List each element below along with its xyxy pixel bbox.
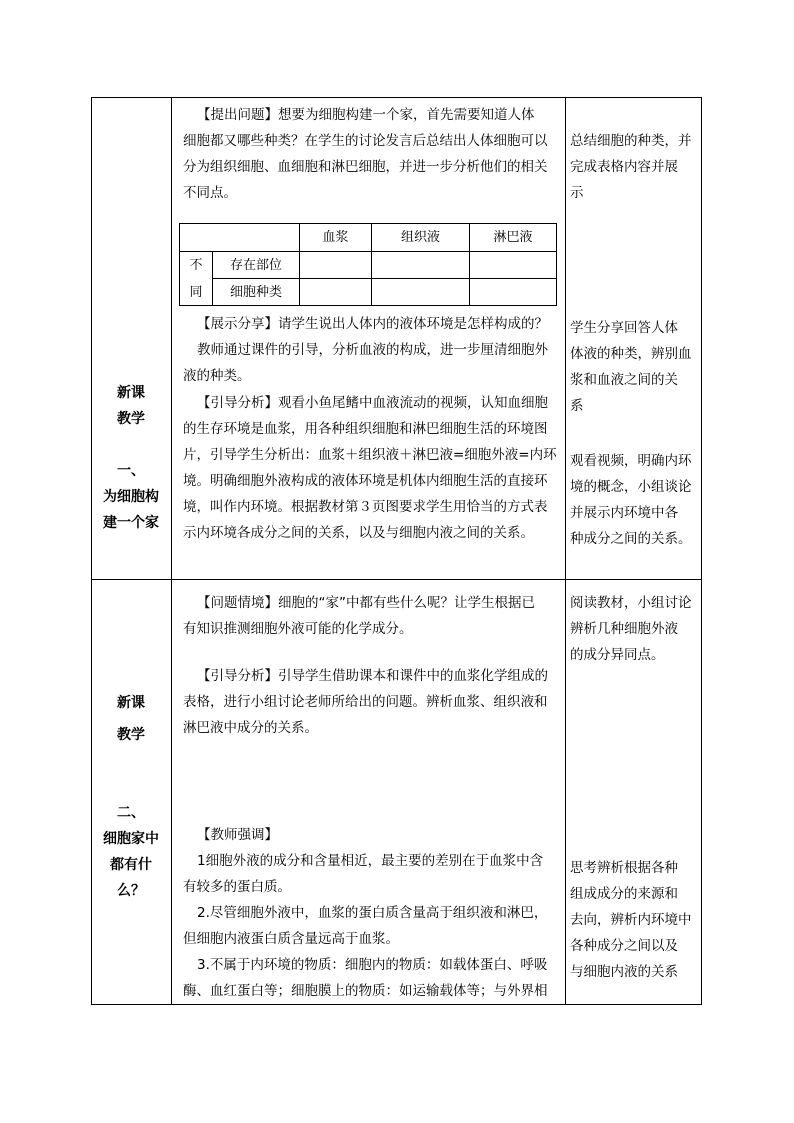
text-line: 【提出问题】想要为细胞构建一个家，首先需要知道人体 <box>197 107 535 123</box>
label-line: 建一个家 <box>103 515 159 531</box>
text-line: 2.尽管细胞外液中，血浆的蛋白质含量高于组织液和淋巴， <box>197 905 548 921</box>
row-group-char: 同 <box>189 285 203 300</box>
activity-think <box>570 855 700 985</box>
section1-label <box>95 380 167 536</box>
text-line: 完成表格内容并展 <box>570 159 678 175</box>
text-line: 去向，辨析内环境中 <box>570 912 692 928</box>
text-line: 并展示内环境中各 <box>570 505 678 521</box>
label-line: 么？ <box>117 883 145 899</box>
text-line: 境。明确细胞外液构成的液体环境是机体内细胞生活的直接环 <box>183 473 548 489</box>
situation-paragraph <box>183 590 558 642</box>
text-line: 液的种类。 <box>183 368 251 384</box>
row-group-char: 不 <box>189 258 203 273</box>
text-line: 片，引导学生分析出：血浆＋组织液＋淋巴液=细胞外液=内环 <box>183 447 557 463</box>
text-line: 【展示分享】请学生说出人体内的液体环境是怎样构成的？ <box>197 316 548 332</box>
text-line: 观看视频，明确内环 <box>570 453 692 469</box>
share-paragraph <box>183 311 558 389</box>
text-line: 阅读教材，小组讨论 <box>570 595 692 611</box>
text-line: 【引导分析】观看小鱼尾鳍中血液流动的视频，认知血细胞 <box>197 395 548 411</box>
problem-paragraph <box>183 102 558 206</box>
text-line: 体液的种类，辨别血 <box>570 346 692 362</box>
label-line: 细胞家中 <box>103 831 159 847</box>
text-line: 分为组织细胞、血细胞和淋巴细胞，并进一步分析他们的相关 <box>183 159 548 175</box>
text-line: 【教师强调】 <box>197 827 278 843</box>
header-plasma: 血浆 <box>322 230 349 245</box>
text-line: 1细胞外液的成分和含量相近，最主要的差别在于血浆中含 <box>197 853 544 869</box>
text-line: 各种成分之间以及 <box>570 938 678 954</box>
text-line: 有较多的蛋白质。 <box>183 879 291 895</box>
text-line: 系 <box>570 398 584 414</box>
header-tissue-fluid: 组织液 <box>400 230 440 245</box>
label-line: 为细胞构 <box>103 489 159 505</box>
text-line: 表格，进行小组讨论老师所给出的问题。辨析血浆、组织液和 <box>183 694 548 710</box>
activity-share <box>570 315 700 419</box>
label-line: 教学 <box>117 727 145 743</box>
teacher-emphasis-paragraph <box>183 822 558 1004</box>
text-line: 不同点。 <box>183 185 237 201</box>
text-line: 示内环境各成分之间的关系，以及与细胞内液之间的关系。 <box>183 525 534 541</box>
activity-video <box>570 448 700 552</box>
text-line: 【问题情境】细胞的“家”中都有些什么呢？让学生根据已 <box>197 595 535 611</box>
header-lymph: 淋巴液 <box>493 230 533 245</box>
text-line: 示 <box>570 185 584 201</box>
label-line: 教学 <box>117 411 145 427</box>
text-line: 总结细胞的种类，并 <box>570 133 692 149</box>
text-line: 浆和血液之间的关 <box>570 372 678 388</box>
text-line: 教师通过课件的引导，分析血液的构成，进一步厘清细胞外 <box>197 342 548 358</box>
guide2-paragraph <box>183 663 558 741</box>
text-line: 【引导分析】引导学生借助课本和课件中的血浆化学组成的 <box>197 668 548 684</box>
text-line: 细胞都又哪些种类？在学生的讨论发言后总结出人体细胞可以 <box>183 133 548 149</box>
label-line: 一、 <box>117 463 145 479</box>
comparison-table <box>179 223 557 306</box>
text-line: 的成分异同点。 <box>570 647 665 663</box>
label-line: 新课 <box>117 385 145 401</box>
label-line: 新课 <box>117 695 145 711</box>
row-location: 存在部位 <box>230 258 283 273</box>
text-line: 淋巴液中成分的关系。 <box>183 720 318 736</box>
text-line: 有知识推测细胞外液可能的化学成分。 <box>183 621 413 637</box>
text-line: 3.不属于内环境的物质：细胞内的物质：如载体蛋白、呼吸 <box>197 957 548 973</box>
text-line: 但细胞内液蛋白质含量远高于血浆。 <box>183 931 399 947</box>
section2-label <box>95 690 167 904</box>
row-cell-type: 细胞种类 <box>230 285 283 300</box>
text-line: 境，叫作内环境。根据教材第３页图要求学生用恰当的方式表 <box>183 499 548 515</box>
text-line: 种成分之间的关系。 <box>570 531 692 547</box>
text-line: 与细胞内液的关系 <box>570 964 678 980</box>
text-line: 境的概念，小组谈论 <box>570 479 692 495</box>
activity-read <box>570 590 700 668</box>
activity-summary <box>570 128 700 206</box>
text-line: 的生存环境是血浆，用各种组织细胞和淋巴细胞生活的环境图 <box>183 421 548 437</box>
label-line: 都有什 <box>110 857 152 873</box>
text-line: 组成成分的来源和 <box>570 886 678 902</box>
text-line: 学生分享回答人体 <box>570 320 678 336</box>
text-line: 酶、血红蛋白等；细胞膜上的物质：如运输载体等；与外界相 <box>183 983 548 999</box>
text-line: 思考辨析根据各种 <box>570 860 678 876</box>
text-line: 辨析几种细胞外液 <box>570 621 678 637</box>
label-line: 二、 <box>117 805 145 821</box>
guide-paragraph <box>183 390 558 546</box>
